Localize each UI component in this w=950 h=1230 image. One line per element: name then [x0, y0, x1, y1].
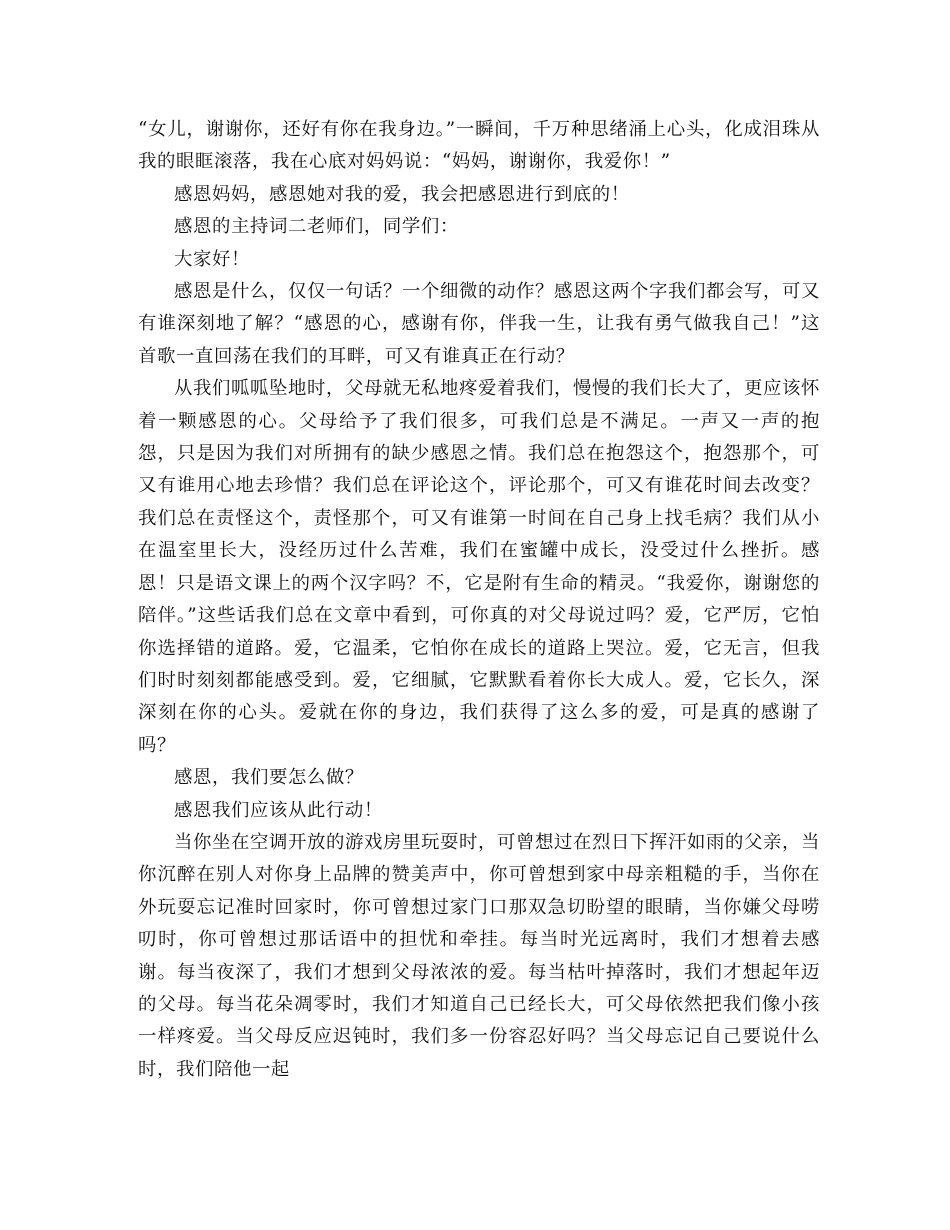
- paragraph: 从我们呱呱坠地时，父母就无私地疼爱着我们，慢慢的我们长大了，更应该怀着一颗感恩的心。父母给予了我们很多，可我们总是不满足。一声又一声的抱怨，只是因为我们对所拥有的缺少感恩之情。我们总在抱怨这个，抱怨那个，可又有谁用心地去珍惜？我们总在评论这个，评论那个，可又有谁花时间去改变？我们总在责怪这个，责怪那个，可又有谁第一时间在自己身上找毛病？我们从小在温室里长大，没经历过什么苦难，我们在蜜罐中成长，没受过什么挫折。感恩！只是语文课上的两个汉字吗？不，它是附有生命的精灵。“我爱你，谢谢您的陪伴。”这些话我们总在文章中看到，可你真的对父母说过吗？爱，它严厉，它怕你选择错的道路。爱，它温柔，它怕你在成长的道路上哭泣。爱，它无言，但我们时时刻刻都能感受到。爱，它细腻，它默默看着你长大成人。爱，它长久，深深刻在你的心头。爱就在你的身边，我们获得了这么多的爱，可是真的感谢了吗？: [138, 378, 820, 756]
- paragraph: 感恩是什么，仅仅一句话？一个细微的动作？感恩这两个字我们都会写，可又有谁深刻地了解？“感恩的心，感谢有你，伴我一生，让我有勇气做我自己！”这首歌一直回荡在我们的耳畔，可又有谁真正在行动？: [138, 281, 820, 367]
- paragraph: 感恩我们应该从此行动！: [174, 799, 383, 821]
- paragraph-greeting: 大家好！: [174, 248, 250, 270]
- paragraph: 感恩妈妈，感恩她对我的爱，我会把感恩进行到底的！: [174, 183, 630, 205]
- paragraph: 感恩，我们要怎么做？: [174, 767, 364, 789]
- paragraph-heading-line: 感恩的主持词二老师们，同学们：: [174, 216, 459, 238]
- document-body: [138, 114, 820, 1086]
- paragraph-continued: “女儿，谢谢你，还好有你在我身边。”一瞬间，千万种思绪涌上心头，化成泪珠从我的眼眶滚落，我在心底对妈妈说：“妈妈，谢谢你，我爱你！”: [138, 119, 820, 173]
- paragraph: 当你坐在空调开放的游戏房里玩耍时，可曾想过在烈日下挥汗如雨的父亲，当你沉醉在别人对你身上品牌的赞美声中，你可曾想到家中母亲粗糙的手，当你在外玩耍忘记准时回家时，你可曾想过家门口那双急切盼望的眼睛，当你嫌父母唠叨时，你可曾想过那话语中的担忧和牵挂。每当时光远离时，我们才想着去感谢。每当夜深了，我们才想到父母浓浓的爱。每当枯叶掉落时，我们才想起年迈的父母。每当花朵凋零时，我们才知道自己已经长大，可父母依然把我们像小孩一样疼爱。当父母反应迟钝时，我们多一份容忍好吗？当父母忘记自己要说什么时，我们陪他一起: [138, 831, 820, 1080]
